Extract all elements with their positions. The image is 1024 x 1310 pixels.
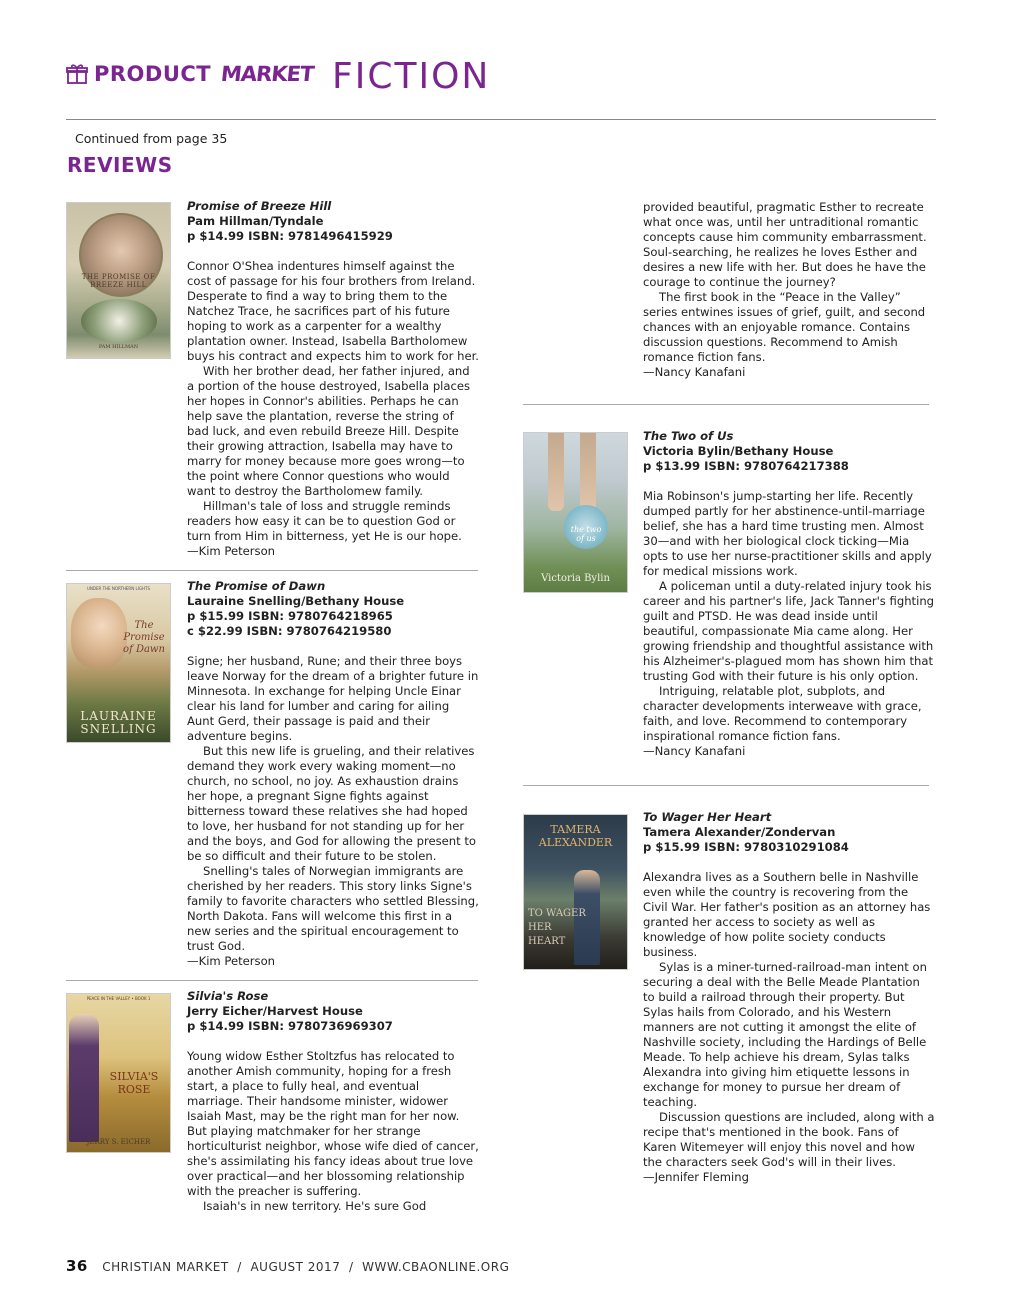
book-price-isbn: p $14.99 ISBN: 9781496415929 <box>187 229 393 243</box>
book-price-isbn: c $22.99 ISBN: 9780764219580 <box>187 624 392 638</box>
cover-author: LAURAINE SNELLING <box>80 709 157 736</box>
cover-title: TO WAGER HER HEART <box>528 908 586 947</box>
book-cover-image <box>66 583 171 743</box>
review-paragraph: Connor O'Shea indentures himself against the cost of passage for his four brothers from Ireland. Desperate to find a way to bring them to the Natchez Trace, he sacrifices part of his future hoping to work as a carpenter for a wealthy plantation owner. Instead, Isabella Bartholomew buys his contract and expects him to work for her. <box>187 259 479 363</box>
review-divider <box>66 980 478 981</box>
review-paragraph: Discussion questions are included, along with a recipe that's mentioned in the book. Fans of Karen Witemeyer will enjoy this novel and how the characters seek God's will in their lives. <box>643 1110 935 1169</box>
review-paragraph: Sylas is a miner-turned-railroad-man intent on securing a deal with the Belle Meade Plantation to build a railroad through their property. But Sylas hails from Colorado, and his Western manners are not cutting it amongst the elite of Nashville society, including the Hardings of Belle Meade. To help achieve his dream, Sylas talks Alexandra into giving him etiquette lessons in exchange for money to pursue her dream of teaching. <box>643 960 927 1109</box>
book-cover-image <box>66 202 171 359</box>
book-publisher: Jerry Eicher/Harvest House <box>187 1004 363 1018</box>
cover-author: JERRY S. EICHER <box>86 1138 151 1146</box>
review-paragraph: A policeman until a duty-related injury took his career and his partner's life, Jack Tanner's fighting guilt and PTSD. He was dead inside until beautiful, compassionate Mia came along. Her growing friendship and thoughtful assistance with his Alzheimer's-plagued mom has shown him that trusting God with their future is his only option. <box>643 579 935 683</box>
review-divider <box>66 570 478 571</box>
book-title: Silvia's Rose <box>187 989 269 1003</box>
page-footer <box>66 1257 509 1275</box>
cover-title: THE PROMISE OF BREEZE HILL <box>81 273 156 289</box>
review-divider <box>523 404 929 405</box>
page-number: 36 <box>66 1257 88 1275</box>
page-header <box>66 58 936 120</box>
book-publisher: Lauraine Snelling/Bethany House <box>187 594 405 608</box>
cover-author: PAM HILLMAN <box>98 344 139 350</box>
review-paragraph: provided beautiful, pragmatic Esther to recreate what once was, until her untraditional romantic concepts cause him community embarrassment. Soul-searching, he realizes he loves Esther and desires a new life with her. But does he have the courage to continue the journey? <box>643 200 927 289</box>
book-price-isbn: p $15.99 ISBN: 9780310291084 <box>643 840 849 854</box>
logo-market-text: MARKET <box>219 62 315 86</box>
continued-note: Continued from page 35 <box>75 131 228 146</box>
book-title: The Two of Us <box>643 429 734 443</box>
review-paragraph: Hillman's tale of loss and struggle reminds readers how easy it can be to question God or turn from Him in bitterness, yet He is our hope. <box>187 499 462 543</box>
review-paragraph: Signe; her husband, Rune; and their three boys leave Norway for the dream of a brighter future in Minnesota. In exchange for helping Uncle Einar clear his land for lumber and caring for ailing Aunt Gerd, their passage is paid and their adventure begins. <box>187 654 479 743</box>
cover-title: SILVIA'S ROSE <box>109 1070 159 1096</box>
book-title: The Promise of Dawn <box>187 579 326 593</box>
reviewer-signature: —Nancy Kanafani <box>643 744 746 758</box>
book-price-isbn: p $14.99 ISBN: 9780736969307 <box>187 1019 393 1033</box>
cover-author: Victoria Bylin <box>541 573 610 584</box>
book-price-isbn: p $13.99 ISBN: 9780764217388 <box>643 459 849 473</box>
header-divider <box>66 119 936 120</box>
book-publisher: Victoria Bylin/Bethany House <box>643 444 834 458</box>
review-paragraph: Snelling's tales of Norwegian immigrants are cherished by her readers. This story links Signe's family to favorite characters who settled Blessing, North Dakota. Fans will welcome this first in a new series and the spiritual encouragement to trust God. <box>187 864 479 953</box>
cover-author: TAMERA ALEXANDER <box>538 823 613 849</box>
cover-subtitle: UNDER THE NORTHERN LIGHTS <box>87 586 150 591</box>
review-paragraph: Intriguing, relatable plot, subplots, and character developments interweave with grace, faith, and love. Recommend to contemporary inspirational romance fiction fans. <box>643 684 922 743</box>
book-price-isbn: p $15.99 ISBN: 9780764218965 <box>187 609 393 623</box>
logo-product-text: PRODUCT <box>94 62 212 86</box>
review-paragraph: The first book in the “Peace in the Valley” series entwines issues of grief, guilt, and second chances with an enjoyable romance. Contains discussion questions. Recommend to Amish romance fiction fans. <box>643 290 926 364</box>
book-title: To Wager Her Heart <box>643 810 772 824</box>
review-divider <box>523 785 929 786</box>
review-paragraph: But this new life is grueling, and their relatives demand they work every waking moment—no church, no school, no joy. As exhaustion drains her hope, a pregnant Signe fights against bitterness toward these relatives she had hoped to love, her husband for not standing up for her and the boys, and God for allowing the present to be so difficult and their future to be stolen. <box>187 744 477 863</box>
product-market-logo <box>66 62 313 86</box>
book-cover-image <box>523 814 628 970</box>
reviewer-signature: —Jennifer Fleming <box>643 1170 749 1184</box>
cover-subtitle: PEACE IN THE VALLEY • BOOK 1 <box>86 996 151 1001</box>
footer-text: CHRISTIAN MARKET / AUGUST 2017 / WWW.CBAONLINE.ORG <box>102 1260 510 1274</box>
reviewer-signature: —Nancy Kanafani <box>643 365 746 379</box>
book-publisher: Pam Hillman/Tyndale <box>187 214 324 228</box>
reviewer-signature: —Kim Peterson <box>187 544 276 558</box>
review-paragraph: With her brother dead, her father injured, and a portion of the house destroyed, Isabella places her hopes in Connor's abilities. Perhaps he can help save the plantation, reverse the string of bad luck, and even rebuild Breeze Hill. Despite their growing attraction, Isabella may have to marry for money because more goes wrong—to the point where Connor questions who would want to destroy the Bartholomew family. <box>187 364 471 498</box>
gift-icon <box>66 63 88 85</box>
section-title: FICTION <box>332 56 491 97</box>
book-cover-image <box>66 993 171 1153</box>
review-paragraph: Young widow Esther Stoltzfus has relocated to another Amish community, hoping for a fresh start, a place to fully heal, and eventual marriage. Their handsome minister, widower Isaiah Mast, may be the right man for her now. But playing matchmaker for her strange horticulturist neighbor, whose wife died of cancer, she's assimilating his fancy ideas about true love over practical—and her blossoming relationship with the preacher is suffering. <box>187 1049 479 1198</box>
book-title: Promise of Breeze Hill <box>187 199 332 213</box>
review-paragraph: Isaiah's in new territory. He's sure God <box>203 1199 427 1213</box>
book-cover-image <box>523 432 628 593</box>
review-paragraph: Mia Robinson's jump-starting her life. Recently dumped partly for her abstinence-until-marriage belief, she has a hard time trusting men. Almost 30—and with her biological clock ticking—Mia opts to use her nurse-practitioner skills and apply for medical missions work. <box>643 489 932 578</box>
cover-title: the two of us <box>570 525 602 543</box>
book-publisher: Tamera Alexander/Zondervan <box>643 825 836 839</box>
review-paragraph: Alexandra lives as a Southern belle in Nashville even while the country is recovering from the Civil War. Her father's position as an attorney has granted her access to society as well as knowledge of how polite society conducts business. <box>643 870 931 959</box>
reviews-heading: REVIEWS <box>67 153 173 177</box>
reviewer-signature: —Kim Peterson <box>187 954 276 968</box>
cover-title: The Promise of Dawn <box>123 620 165 655</box>
